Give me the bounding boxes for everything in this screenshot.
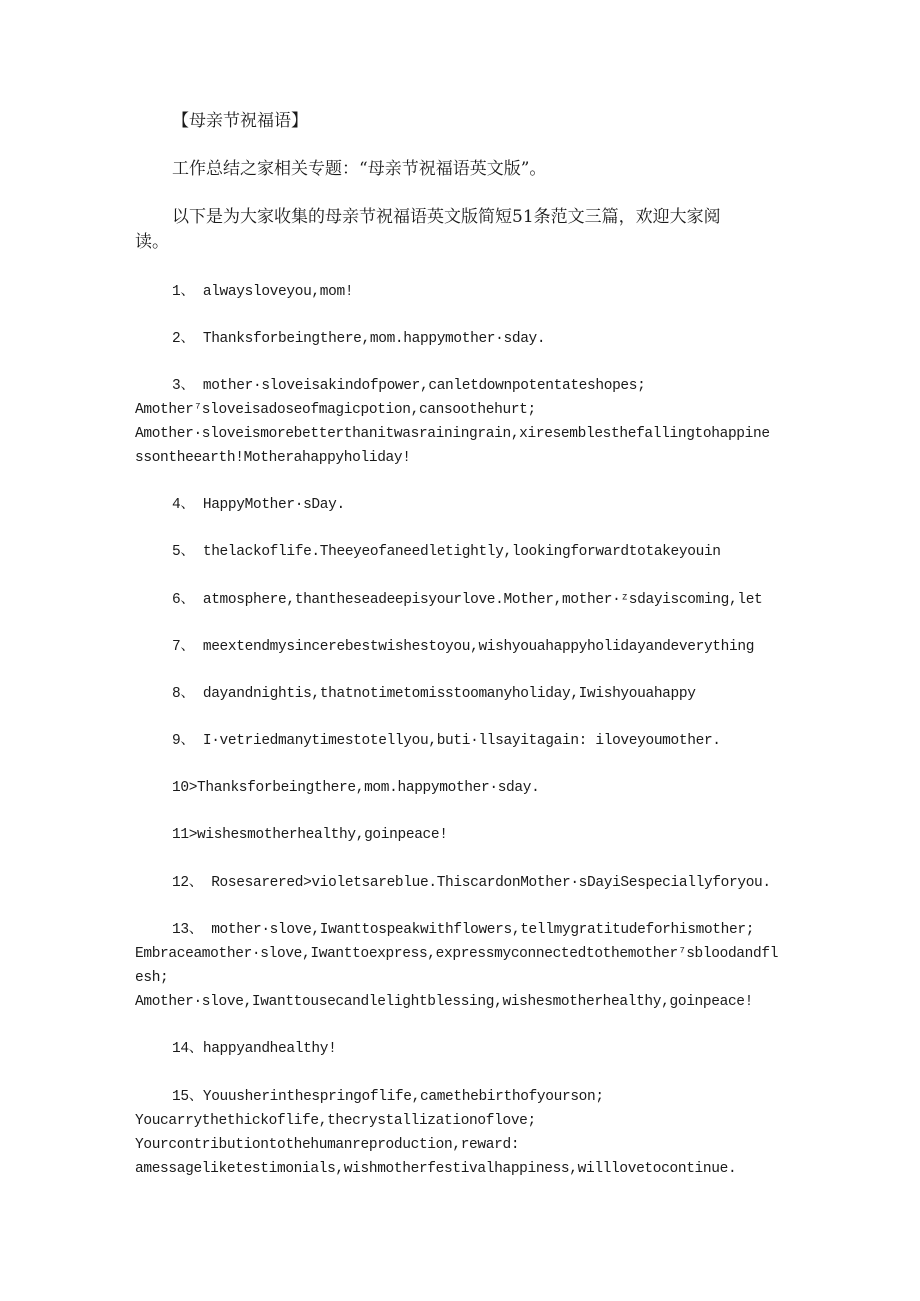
list-item-5: 5、 thelackoflife.Theeyeofaneedletightly,lookingforwardtotakeyouin: [172, 544, 721, 560]
list-item-3-line-4: ssontheearth!Motherahappyholiday!: [135, 450, 411, 466]
list-item-6: 6、 atmosphere,thantheseadeepisyourlove.Mother,mother·ᶻsdayiscoming,let: [172, 592, 763, 608]
list-item-13-line-1: 13、 mother·slove,Iwanttospeakwithflowers,tellmygratitudeforhismother;: [172, 922, 755, 938]
list-item-13-line-2: Embraceamother·slove,Iwanttoexpress,expressmyconnectedtothemother⁷sbloodandfl: [135, 946, 779, 962]
list-item-13-line-3: esh;: [135, 970, 169, 986]
list-item-2: 2、 Thanksforbeingthere,mom.happymother·sday.: [172, 331, 546, 347]
topic-line: 工作总结之家相关专题：“母亲节祝福语英文版”。: [172, 159, 547, 179]
list-item-15-line-2: Youcarrythethickoflife,thecrystallizationoflove;: [135, 1113, 536, 1129]
list-item-7: 7、 meextendmysincerebestwishestoyou,wishyouahappyholidayandeverything: [172, 639, 755, 655]
list-item-3-line-2: Amother⁷sloveisadoseofmagicpotion,cansoothehurt;: [135, 402, 536, 418]
list-item-4: 4、 HappyMother·sDay.: [172, 497, 345, 513]
list-item-15-line-1: 15、Youusherinthespringoflife,camethebirthofyourson;: [172, 1089, 604, 1105]
list-item-10: 10>Thanksforbeingthere,mom.happymother·sday.: [172, 780, 540, 796]
list-item-13-line-4: Amother·slove,Iwanttousecandlelightblessing,wishesmotherhealthy,goinpeace!: [135, 994, 754, 1010]
list-item-11: 11>wishesmotherhealthy,goinpeace!: [172, 827, 448, 843]
list-item-12: 12、 Rosesarered>violetsareblue.ThiscardonMother·sDayiSespeciallyforyou.: [172, 875, 771, 891]
list-item-15-line-4: amessageliketestimonials,wishmotherfestivalhappiness,willlovetocontinue.: [135, 1161, 737, 1177]
list-item-1: 1、 alwaysloveyou,mom!: [172, 284, 354, 300]
list-item-3-line-3: Amother·sloveismorebetterthanitwasrainingrain,xiresemblesthefallingtohappine: [135, 426, 770, 442]
list-item-3-line-1: 3、 mother·sloveisakindofpower,canletdownpotentateshopes;: [172, 378, 646, 394]
list-item-14: 14、happyandhealthy!: [172, 1041, 337, 1057]
intro-line-1: 以下是为大家收集的母亲节祝福语英文版简短51条范文三篇，欢迎大家阅: [172, 207, 721, 227]
doc-title: 【母亲节祝福语】: [172, 111, 308, 131]
intro-line-2: 读。: [135, 232, 169, 252]
list-item-15-line-3: Yourcontributiontothehumanreproduction,reward:: [135, 1137, 520, 1153]
list-item-9: 9、 I·vetriedmanytimestotellyou,buti·llsayitagain: iloveyoumother.: [172, 733, 721, 749]
list-item-8: 8、 dayandnightis,thatnotimetomisstoomanyholiday,Iwishyouahappy: [172, 686, 696, 702]
